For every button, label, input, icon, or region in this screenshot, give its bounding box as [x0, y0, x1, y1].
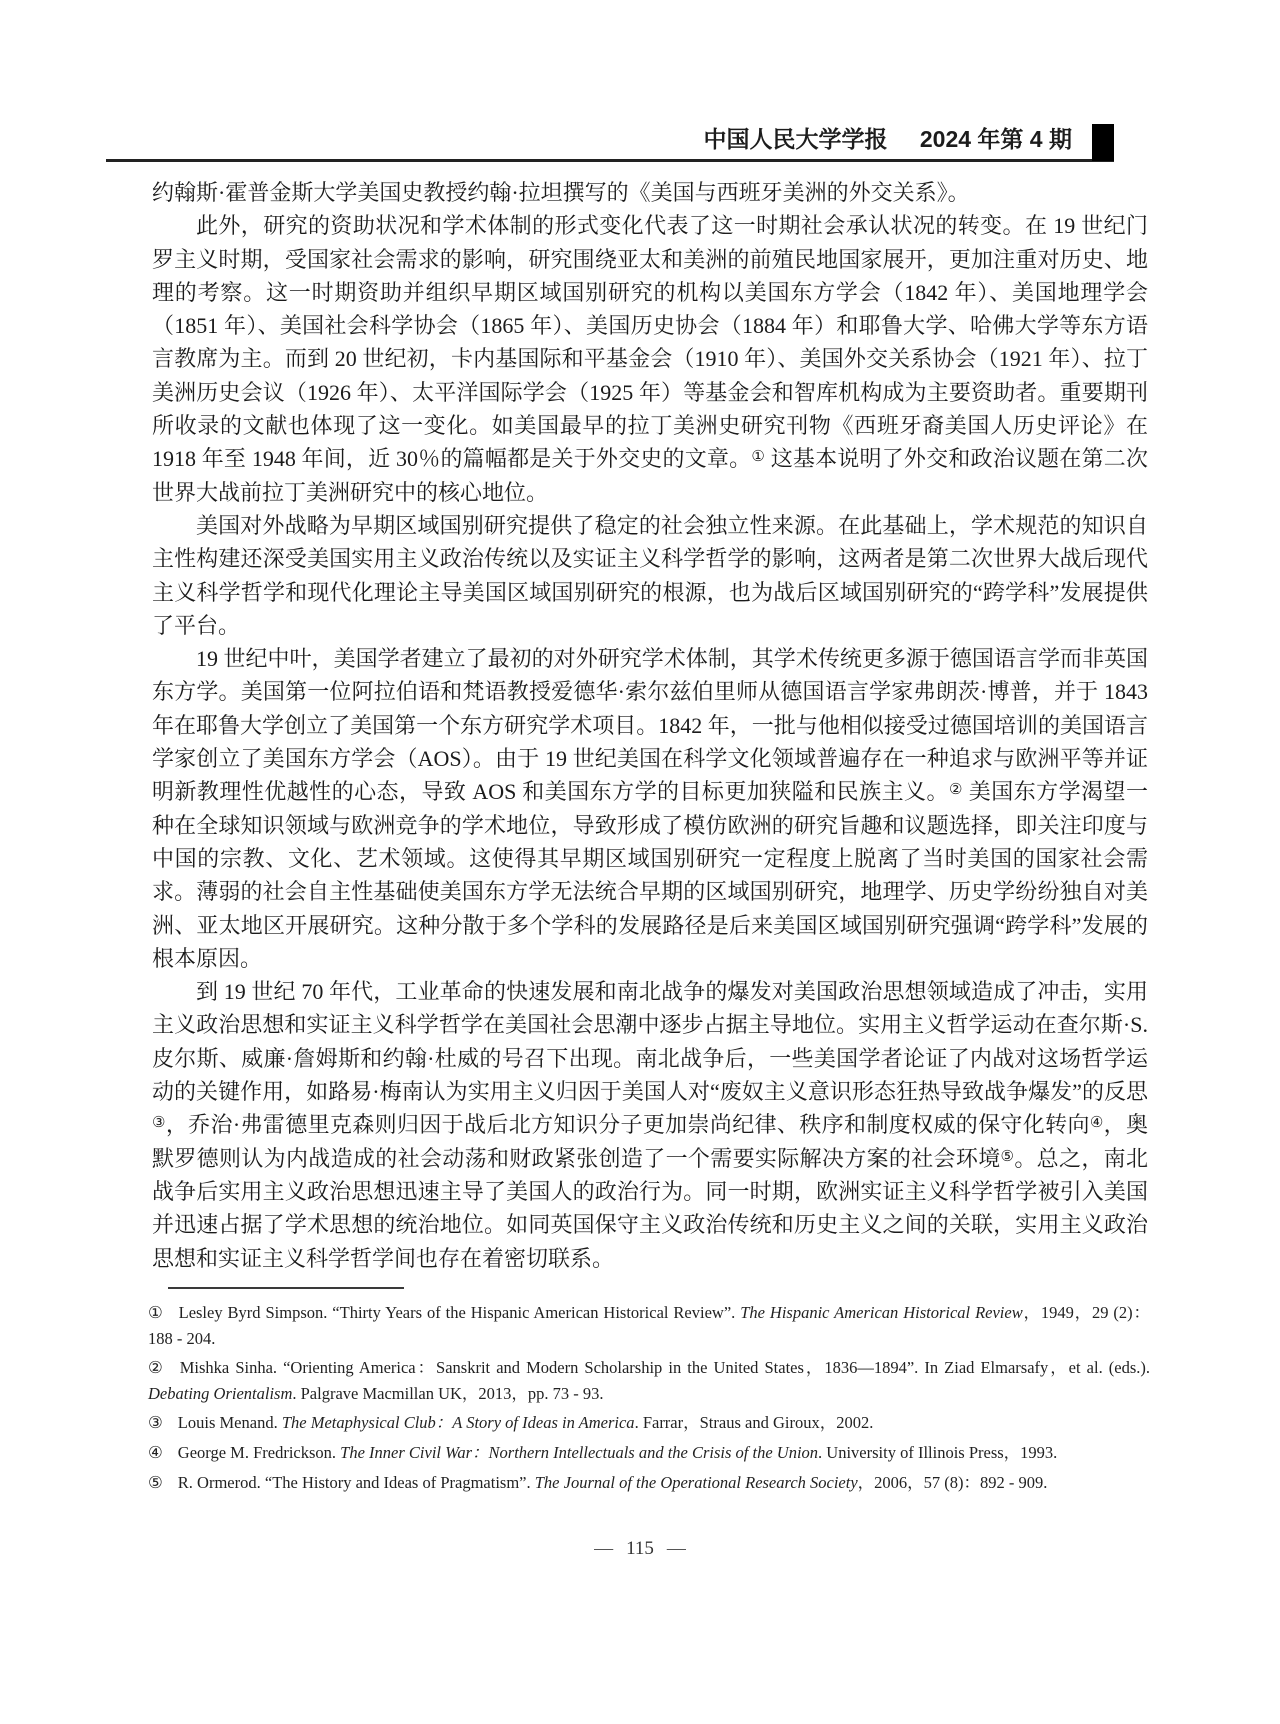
footnotes: [148, 1300, 1150, 1499]
footnote-ref: ⑤: [1000, 1148, 1015, 1165]
footnote-item: [148, 1470, 1150, 1496]
paragraph: 到 19 世纪 70 年代，工业革命的快速发展和南北战争的爆发对美国政治思想领域造成了冲击，实用主义政治思想和实证主义科学哲学在美国社会思潮中逐步占据主导地位。实用主义哲学运动在查尔斯·S. 皮尔斯、威廉·詹姆斯和约翰·杜威的号召下出现。南北战争后，一些美国学者论证了内战对这场哲学运动的关键作用，如路易·梅南认为实用主义归因于美国人对“废奴主义意识形态狂热导致战争爆发”的反思③，乔治·弗雷德里克森则归因于战后北方知识分子更加崇尚纪律、秩序和制度权威的保守化转向④，奥默罗德则认为内战造成的社会动荡和财政紧张创造了一个需要实际解决方案的社会环境⑤。总之，南北战争后实用主义政治思想迅速主导了美国人的政治行为。同一时期，欧洲实证主义科学哲学被引入美国并迅速占据了学术思想的统治地位。如同英国保守主义政治传统和历史主义之间的关联，实用主义政治思想和实证主义科学哲学间也存在着密切联系。: [152, 979, 1148, 1271]
footnote-marker: ③: [148, 1413, 163, 1433]
footnote-title-italic: The Hispanic American Historical Review: [740, 1303, 1023, 1322]
footnote-ref: ④: [1089, 1115, 1104, 1132]
footnote-title-italic: The Metaphysical Club：A Story of Ideas in America: [281, 1413, 635, 1433]
paragraph: 约翰斯·霍普金斯大学美国史教授约翰·拉坦撰写的《美国与西班牙美洲的外交关系》。: [152, 180, 970, 205]
footnote-item: [148, 1355, 1150, 1406]
journal-name: 中国人民大学学报: [703, 126, 888, 152]
footnote-item: [148, 1300, 1150, 1351]
footnote-text: ，2006，57 (8)：892 - 909.: [857, 1472, 1048, 1492]
footnote-text: . Farrar，Straus and Giroux，2002.: [634, 1413, 874, 1433]
footnote-text: Mishka Sinha. “Orienting America：Sanskrit and Modern Scholarship in the United States，1836—1894”. In Ziad Elmarsafy，et al. (eds.).: [179, 1358, 1151, 1378]
footer-dash-right: —: [666, 1538, 686, 1559]
footnote-marker: ⑤: [148, 1472, 163, 1492]
footnote-text: R. Ormerod. “The History and Ideas of Pragmatism”.: [177, 1472, 535, 1492]
footnote-text: . University of Illinois Press，1993.: [818, 1442, 1058, 1462]
footnote-marker: ①: [148, 1303, 164, 1322]
paragraph: 美国对外战略为早期区域国别研究提供了稳定的社会独立性来源。在此基础上，学术规范的知识自主性构建还深受美国实用主义政治传统以及实证主义科学哲学的影响，这两者是第二次世界大战后现代主义科学哲学和现代化理论主导美国区域国别研究的根源，也为战后区域国别研究的“跨学科”发展提供了平台。: [152, 512, 1148, 638]
footnote-text: George M. Fredrickson.: [177, 1442, 341, 1462]
footnote-item: [148, 1440, 1150, 1466]
footnote-item: [148, 1410, 1150, 1436]
page-header: [106, 116, 1114, 162]
footnote-text: Louis Menand.: [177, 1413, 282, 1433]
article-body: [152, 176, 1148, 1275]
footnote-ref: ③: [152, 1115, 166, 1132]
page-footer: [0, 1538, 1280, 1560]
footnote-ref: ②: [948, 782, 963, 799]
journal-issue: 2024 年第 4 期: [919, 126, 1072, 152]
footer-dash-left: —: [594, 1538, 614, 1559]
header-block-marker: [1092, 124, 1114, 161]
footnote-ref: ①: [751, 449, 765, 466]
footnote-marker: ④: [148, 1442, 163, 1462]
page-number: 115: [626, 1538, 654, 1559]
footnote-title-italic: The Journal of the Operational Research Society: [534, 1472, 858, 1492]
footnote-title-italic: The Inner Civil War：Northern Intellectuals and the Crisis of the Union: [340, 1442, 819, 1462]
footnote-title-italic: Debating Orientalism: [148, 1383, 293, 1403]
footnote-separator: [168, 1287, 404, 1289]
footnote-text: Lesley Byrd Simpson. “Thirty Years of the Hispanic American Historical Review”.: [178, 1303, 741, 1322]
footnote-text: . Palgrave Macmillan UK，2013，pp. 73 - 93.: [292, 1383, 604, 1403]
paragraph: 此外，研究的资助状况和学术体制的形式变化代表了这一时期社会承认状况的转变。在 19 世纪门罗主义时期，受国家社会需求的影响，研究围绕亚太和美洲的前殖民地国家展开，更加注重对历史、地理的考察。这一时期资助并组织早期区域国别研究的机构以美国东方学会（1842 年）、美国地理学会（1851 年）、美国社会科学协会（1865 年）、美国历史协会（1884 年）和耶鲁大学、哈佛大学等东方语言教席为主。而到 20 世纪初，卡内基国际和平基金会（1910 年）、美国外交关系协会（1921 年）、拉丁美洲历史会议（1926 年）、太平洋国际学会（1925 年）等基金会和智库机构成为主要资助者。重要期刊所收录的文献也体现了这一变化。如美国最早的拉丁美洲史研究刊物《西班牙裔美国人历史评论》在 1918 年至 1948 年间，近 30％的篇幅都是关于外交史的文章。① 这基本说明了外交和政治议题在第二次世界大战前拉丁美洲研究中的核心地位。: [152, 213, 1148, 505]
footnote-marker: ②: [148, 1358, 165, 1378]
footnote-text: ，1949，29 (2)：188 - 204.: [148, 1303, 1150, 1348]
paragraph: 19 世纪中叶，美国学者建立了最初的对外研究学术体制，其学术传统更多源于德国语言学而非英国东方学。美国第一位阿拉伯语和梵语教授爱德华·索尔兹伯里师从德国语言学家弗朗茨·博普，并于 1843 年在耶鲁大学创立了美国第一个东方研究学术项目。1842 年，一批与他相似接受过德国培训的美国语言学家创立了美国东方学会（AOS）。由于 19 世纪美国在科学文化领域普遍存在一种追求与欧洲平等并证明新教理性优越性的心态，导致 AOS 和美国东方学的目标更加狭隘和民族主义。② 美国东方学渴望一种在全球知识领域与欧洲竞争的学术地位，导致形成了模仿欧洲的研究旨趣和议题选择，即关注印度与中国的宗教、文化、艺术领域。这使得其早期区域国别研究一定程度上脱离了当时美国的国家社会需求。薄弱的社会自主性基础使美国东方学无法统合早期的区域国别研究，地理学、历史学纷纷独自对美洲、亚太地区开展研究。这种分散于多个学科的发展路径是后来美国区域国别研究强调“跨学科”发展的根本原因。: [152, 646, 1148, 971]
